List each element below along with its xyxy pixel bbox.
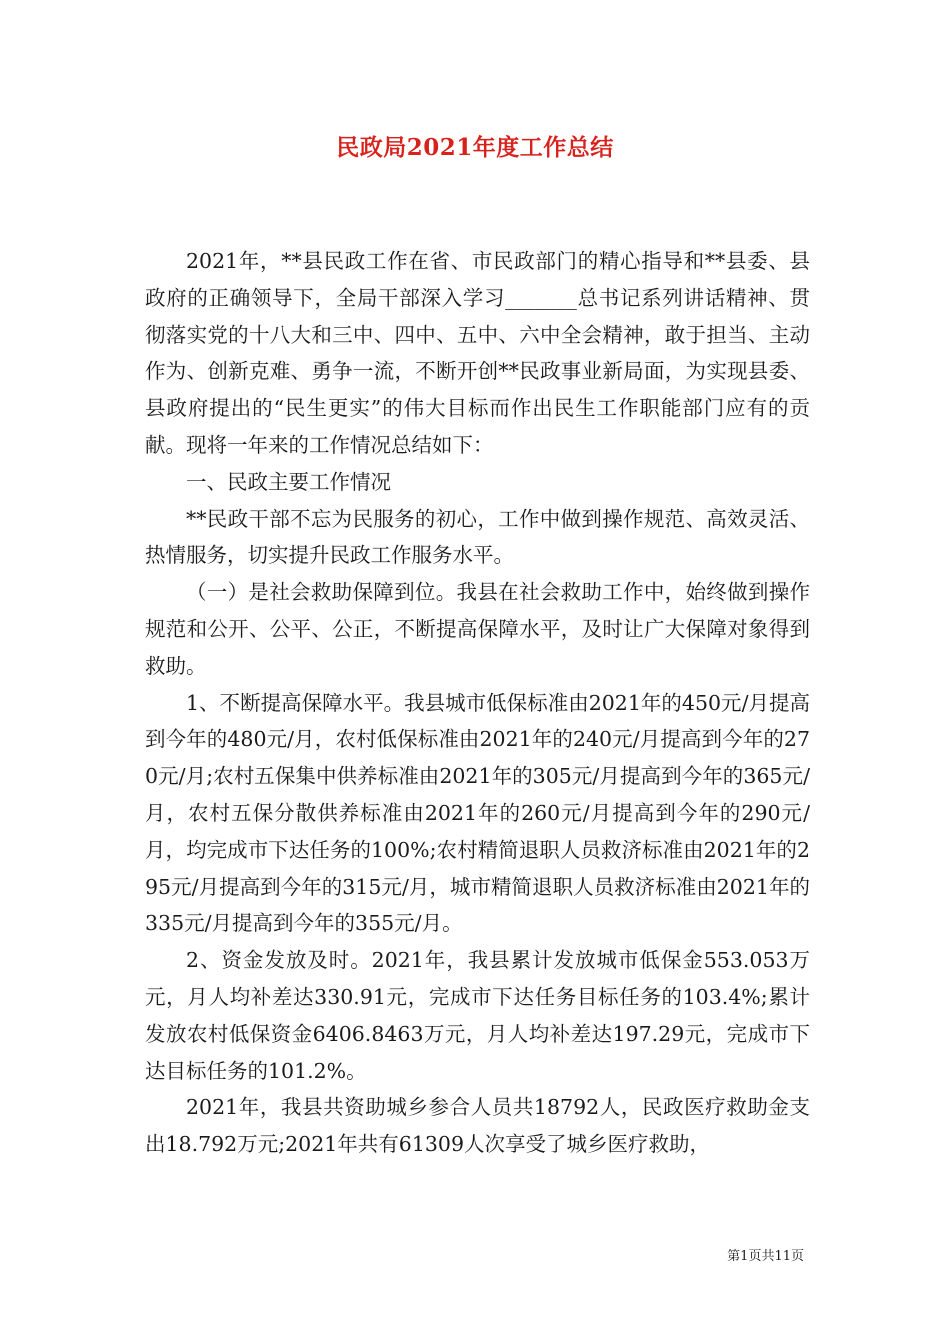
document-body bbox=[145, 243, 810, 1163]
paragraph: 2、资金发放及时。2021年，我县累计发放城市低保金553.053万元，月人均补差达330.91元，完成市下达任务目标任务的103.4%;累计发放农村低保资金6406.8463万元，月人均补差达197.29元，完成市下达目标任务的101.2%。 bbox=[145, 948, 810, 1083]
document-title: 民政局2021年度工作总结 bbox=[336, 134, 614, 161]
paragraph: **民政干部不忘为民服务的初心，工作中做到操作规范、高效灵活、热情服务，切实提升民政工作服务水平。 bbox=[145, 506, 810, 568]
paragraph: 1、不断提高保障水平。我县城市低保标准由2021年的450元/月提高到今年的480元/月，农村低保标准由2021年的240元/月提高到今年的270元/月;农村五保集中供养标准由2021年的305元/月提高到今年的365元/月，农村五保分散供养标准由2021年的260元/月提高到今年的290元/月，均完成市下达任务的100%;农村精简退职人员救济标准由2021年的295元/月提高到今年的315元/月，城市精简退职人员救济标准由2021年的335元/月提高到今年的355元/月。 bbox=[145, 690, 810, 936]
section-heading: 一、民政主要工作情况 bbox=[186, 469, 391, 494]
paragraph: 2021年，我县共资助城乡参合人员共18792人，民政医疗救助金支出18.792万元;2021年共有61309人次享受了城乡医疗救助， bbox=[145, 1095, 810, 1157]
paragraph: （一）是社会救助保障到位。我县在社会救助工作中，始终做到操作规范和公开、公平、公正，不断提高保障水平，及时让广大保障对象得到救助。 bbox=[145, 580, 810, 678]
paragraph-intro: 2021年，**县民政工作在省、市民政部门的精心指导和**县委、县政府的正确领导下，全局干部深入学习_______总书记系列讲话精神、贯彻落实党的十八大和三中、四中、五中、六中全会精神，敢于担当、主动作为、创新克难、勇争一流，不断开创**民政事业新局面，为实现县委、县政府提出的“民生更实”的伟大目标而作出民生工作职能部门应有的贡献。现将一年来的工作情况总结如下： bbox=[145, 249, 810, 457]
page-number: 第1页共11页 bbox=[727, 1249, 804, 1264]
